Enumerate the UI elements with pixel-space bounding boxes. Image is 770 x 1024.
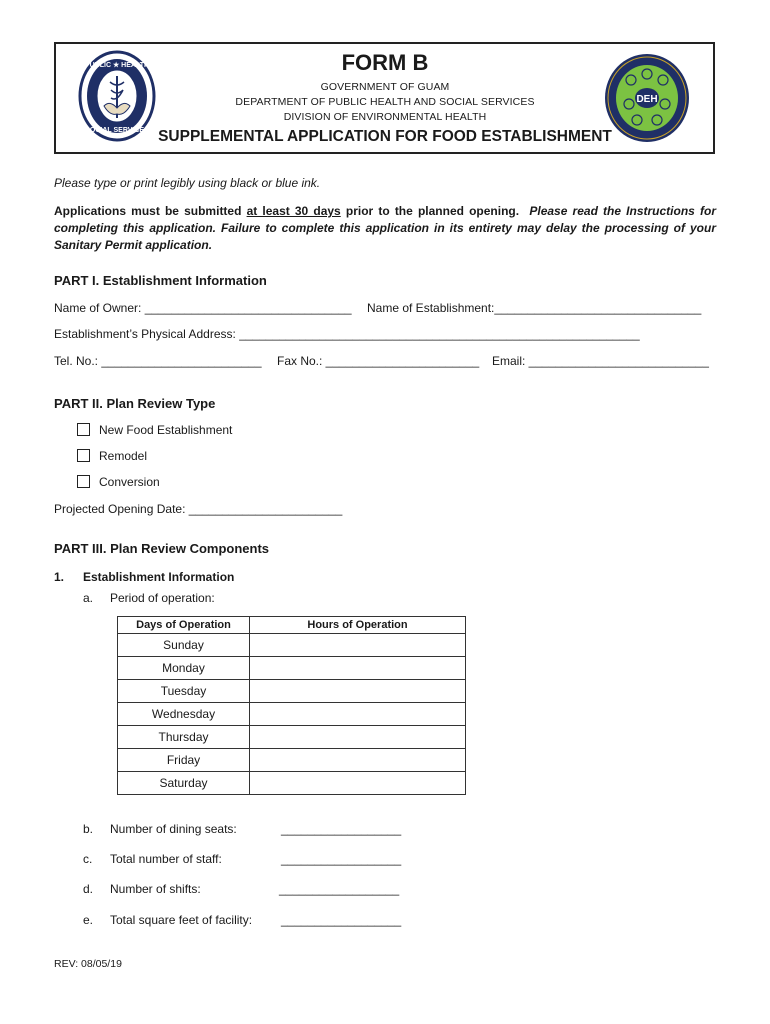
item-number: 1.: [54, 570, 65, 584]
new-establishment-checkbox[interactable]: [77, 423, 90, 436]
dining-seats-label: Number of dining seats:: [110, 822, 237, 836]
item-title: Establishment Information: [83, 570, 235, 584]
conversion-checkbox[interactable]: [77, 475, 90, 488]
form-title: FORM B: [341, 50, 429, 75]
part3-heading: PART III. Plan Review Components: [54, 541, 270, 556]
hours-cell[interactable]: [250, 772, 466, 795]
application-title: SUPPLEMENTAL APPLICATION FOR FOOD ESTABLISHMENT: [158, 128, 612, 145]
square-feet-label: Total square feet of facility:: [110, 913, 253, 927]
square-feet-letter: e.: [83, 913, 94, 927]
hours-column-header: Hours of Operation: [250, 617, 466, 634]
day-cell: Tuesday: [118, 680, 250, 703]
period-of-operation-label: Period of operation:: [110, 591, 215, 605]
dining-seats-letter: b.: [83, 822, 94, 836]
staff-label: Total number of staff:: [110, 852, 222, 866]
days-column-header: Days of Operation: [118, 617, 250, 634]
email-field[interactable]: Email: ___________________________: [492, 354, 709, 368]
svg-text:DEH: DEH: [636, 94, 658, 105]
hours-table: [117, 616, 466, 795]
hours-cell[interactable]: [250, 657, 466, 680]
day-cell: Sunday: [118, 634, 250, 657]
fax-field[interactable]: Fax No.: _______________________: [277, 354, 480, 368]
submission-text-1: Applications must be submitted: [54, 204, 247, 218]
government-line: GOVERNMENT OF GUAM: [320, 81, 450, 93]
hours-cell[interactable]: [250, 634, 466, 657]
table-row: [118, 680, 466, 703]
svg-text:SOCIAL SERVICES: SOCIAL SERVICES: [85, 127, 149, 134]
submission-instructions: [54, 203, 716, 254]
hours-cell[interactable]: [250, 749, 466, 772]
table-row: [118, 772, 466, 795]
opening-date-field[interactable]: Projected Opening Date: _______________________: [54, 502, 343, 516]
hours-cell[interactable]: [250, 726, 466, 749]
physical-address-field[interactable]: Establishment’s Physical Address: ____________________________________________________________: [54, 327, 640, 341]
remodel-label: Remodel: [99, 449, 148, 463]
table-row: [118, 634, 466, 657]
table-row: [118, 657, 466, 680]
submission-deadline: at least 30 days: [246, 204, 341, 218]
staff-field[interactable]: __________________: [281, 852, 402, 866]
department-line: DEPARTMENT OF PUBLIC HEALTH AND SOCIAL SERVICES: [235, 96, 535, 108]
establishment-name-field[interactable]: Name of Establishment:_______________________________: [367, 301, 702, 315]
hours-cell[interactable]: [250, 680, 466, 703]
remodel-checkbox[interactable]: [77, 449, 90, 462]
dining-seats-field[interactable]: __________________: [281, 822, 402, 836]
instructions-warning: Please read the Instructions for completing this application. Failure to complete this application in its entirety may delay the processing of your Sanitary Permit application.: [54, 204, 716, 252]
owner-name-field[interactable]: Name of Owner: _______________________________: [54, 301, 352, 315]
revision-date: REV: 08/05/19: [54, 958, 122, 970]
table-row: [118, 749, 466, 772]
staff-letter: c.: [83, 852, 93, 866]
square-feet-field[interactable]: __________________: [281, 913, 402, 927]
shifts-field[interactable]: __________________: [279, 882, 400, 896]
day-cell: Saturday: [118, 772, 250, 795]
division-line: DIVISION OF ENVIRONMENTAL HEALTH: [283, 111, 487, 123]
part1-heading: PART I. Establishment Information: [54, 273, 267, 288]
sub-a-letter: a.: [83, 591, 94, 605]
submission-text-2: prior to the planned opening.: [340, 204, 520, 218]
ink-instruction: Please type or print legibly using black or blue ink.: [54, 176, 321, 190]
day-cell: Thursday: [118, 726, 250, 749]
day-cell: Friday: [118, 749, 250, 772]
svg-text:PUBLIC ★ HEALTH: PUBLIC ★ HEALTH: [84, 62, 150, 69]
part2-heading: PART II. Plan Review Type: [54, 396, 216, 411]
day-cell: Wednesday: [118, 703, 250, 726]
hours-cell[interactable]: [250, 703, 466, 726]
tel-field[interactable]: Tel. No.: ________________________: [54, 354, 262, 368]
table-row: [118, 703, 466, 726]
conversion-label: Conversion: [99, 475, 160, 489]
shifts-letter: d.: [83, 882, 94, 896]
day-cell: Monday: [118, 657, 250, 680]
new-establishment-label: New Food Establishment: [99, 423, 233, 437]
shifts-label: Number of shifts:: [110, 882, 201, 896]
table-row: [118, 726, 466, 749]
